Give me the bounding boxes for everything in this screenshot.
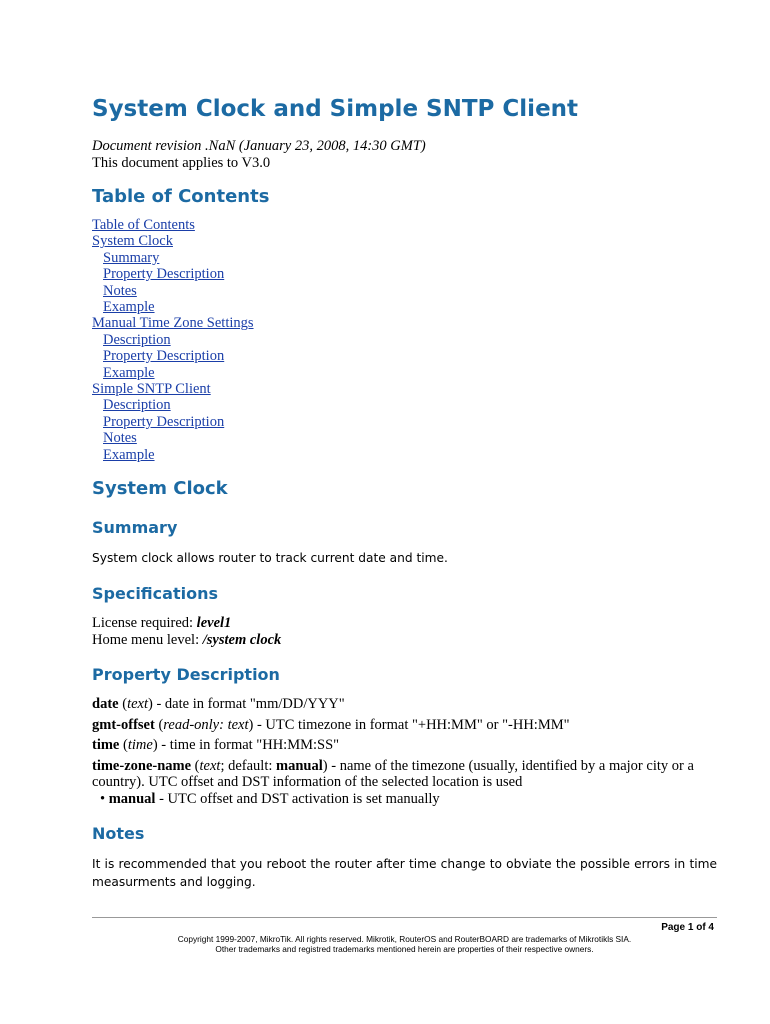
page-number: Page 1 of 4 <box>661 922 714 933</box>
toc-link-property-description[interactable]: Property Description <box>103 266 225 283</box>
toc-link-example[interactable]: Example <box>103 299 155 316</box>
property-description-heading: Property Description <box>92 665 280 685</box>
table-of-contents <box>92 217 717 463</box>
toc-link-manual-time-zone-settings[interactable]: Manual Time Zone Settings <box>92 315 254 332</box>
toc-link-example[interactable]: Example <box>103 446 155 463</box>
toc-link-property-description[interactable]: Property Description <box>103 348 225 365</box>
toc-link-notes[interactable]: Notes <box>103 430 137 447</box>
property-time: time (time) - time in format "HH:MM:SS" <box>92 737 340 754</box>
toc-link-table-of-contents[interactable]: Table of Contents <box>92 217 195 233</box>
toc-link-simple-sntp-client[interactable]: Simple SNTP Client <box>92 381 211 398</box>
toc-link-description[interactable]: Description <box>103 331 171 348</box>
property-gmt-offset: gmt-offset (read-only: text) - UTC timezone in format "+HH:MM" or "-HH:MM" <box>92 716 570 733</box>
property-time-zone-name: time-zone-name (text; default: manual) - name of the timezone (usually, identified by a major city or a country). UTC offset and DST information of the selected location is used <box>92 757 694 791</box>
footer-divider <box>92 917 717 918</box>
notes-heading: Notes <box>92 824 145 844</box>
document-applies: This document applies to V3.0 <box>92 154 271 171</box>
footer-trademarks: Other trademarks and registred trademarks mentioned herein are properties of their respective owners. <box>215 944 594 954</box>
document-title: System Clock and Simple SNTP Client <box>92 96 579 122</box>
toc-link-description[interactable]: Description <box>103 397 171 414</box>
toc-link-notes[interactable]: Notes <box>103 282 137 299</box>
license-line: License required: level1 <box>92 615 232 632</box>
property-bullet-manual: • manual - UTC offset and DST activation is set manually <box>100 790 440 807</box>
toc-link-property-description[interactable]: Property Description <box>103 413 225 430</box>
specifications-heading: Specifications <box>92 584 218 604</box>
toc-link-example[interactable]: Example <box>103 364 155 381</box>
toc-link-summary[interactable]: Summary <box>103 249 160 266</box>
section-heading-system-clock: System Clock <box>92 478 228 500</box>
summary-text: System clock allows router to track current date and time. <box>92 551 448 566</box>
menu-level-line: Home menu level: /system clock <box>92 631 282 648</box>
document-body <box>92 94 717 891</box>
toc-heading: Table of Contents <box>92 186 270 207</box>
document-revision: Document revision .NaN (January 23, 2008, 14:30 GMT) <box>92 138 426 154</box>
footer-copyright: Copyright 1999-2007, MikroTik. All rights reserved. Mikrotik, RouterOS and RouterBOARD are trademarks of Mikrotikls SIA. <box>177 934 632 944</box>
property-date: date (text) - date in format "mm/DD/YYY" <box>92 696 345 713</box>
toc-link-system-clock[interactable]: System Clock <box>92 233 173 250</box>
summary-heading: Summary <box>92 518 178 538</box>
notes-text: It is recommended that you reboot the router after time change to obviate the possible errors in time measurments and logging. <box>92 857 717 890</box>
